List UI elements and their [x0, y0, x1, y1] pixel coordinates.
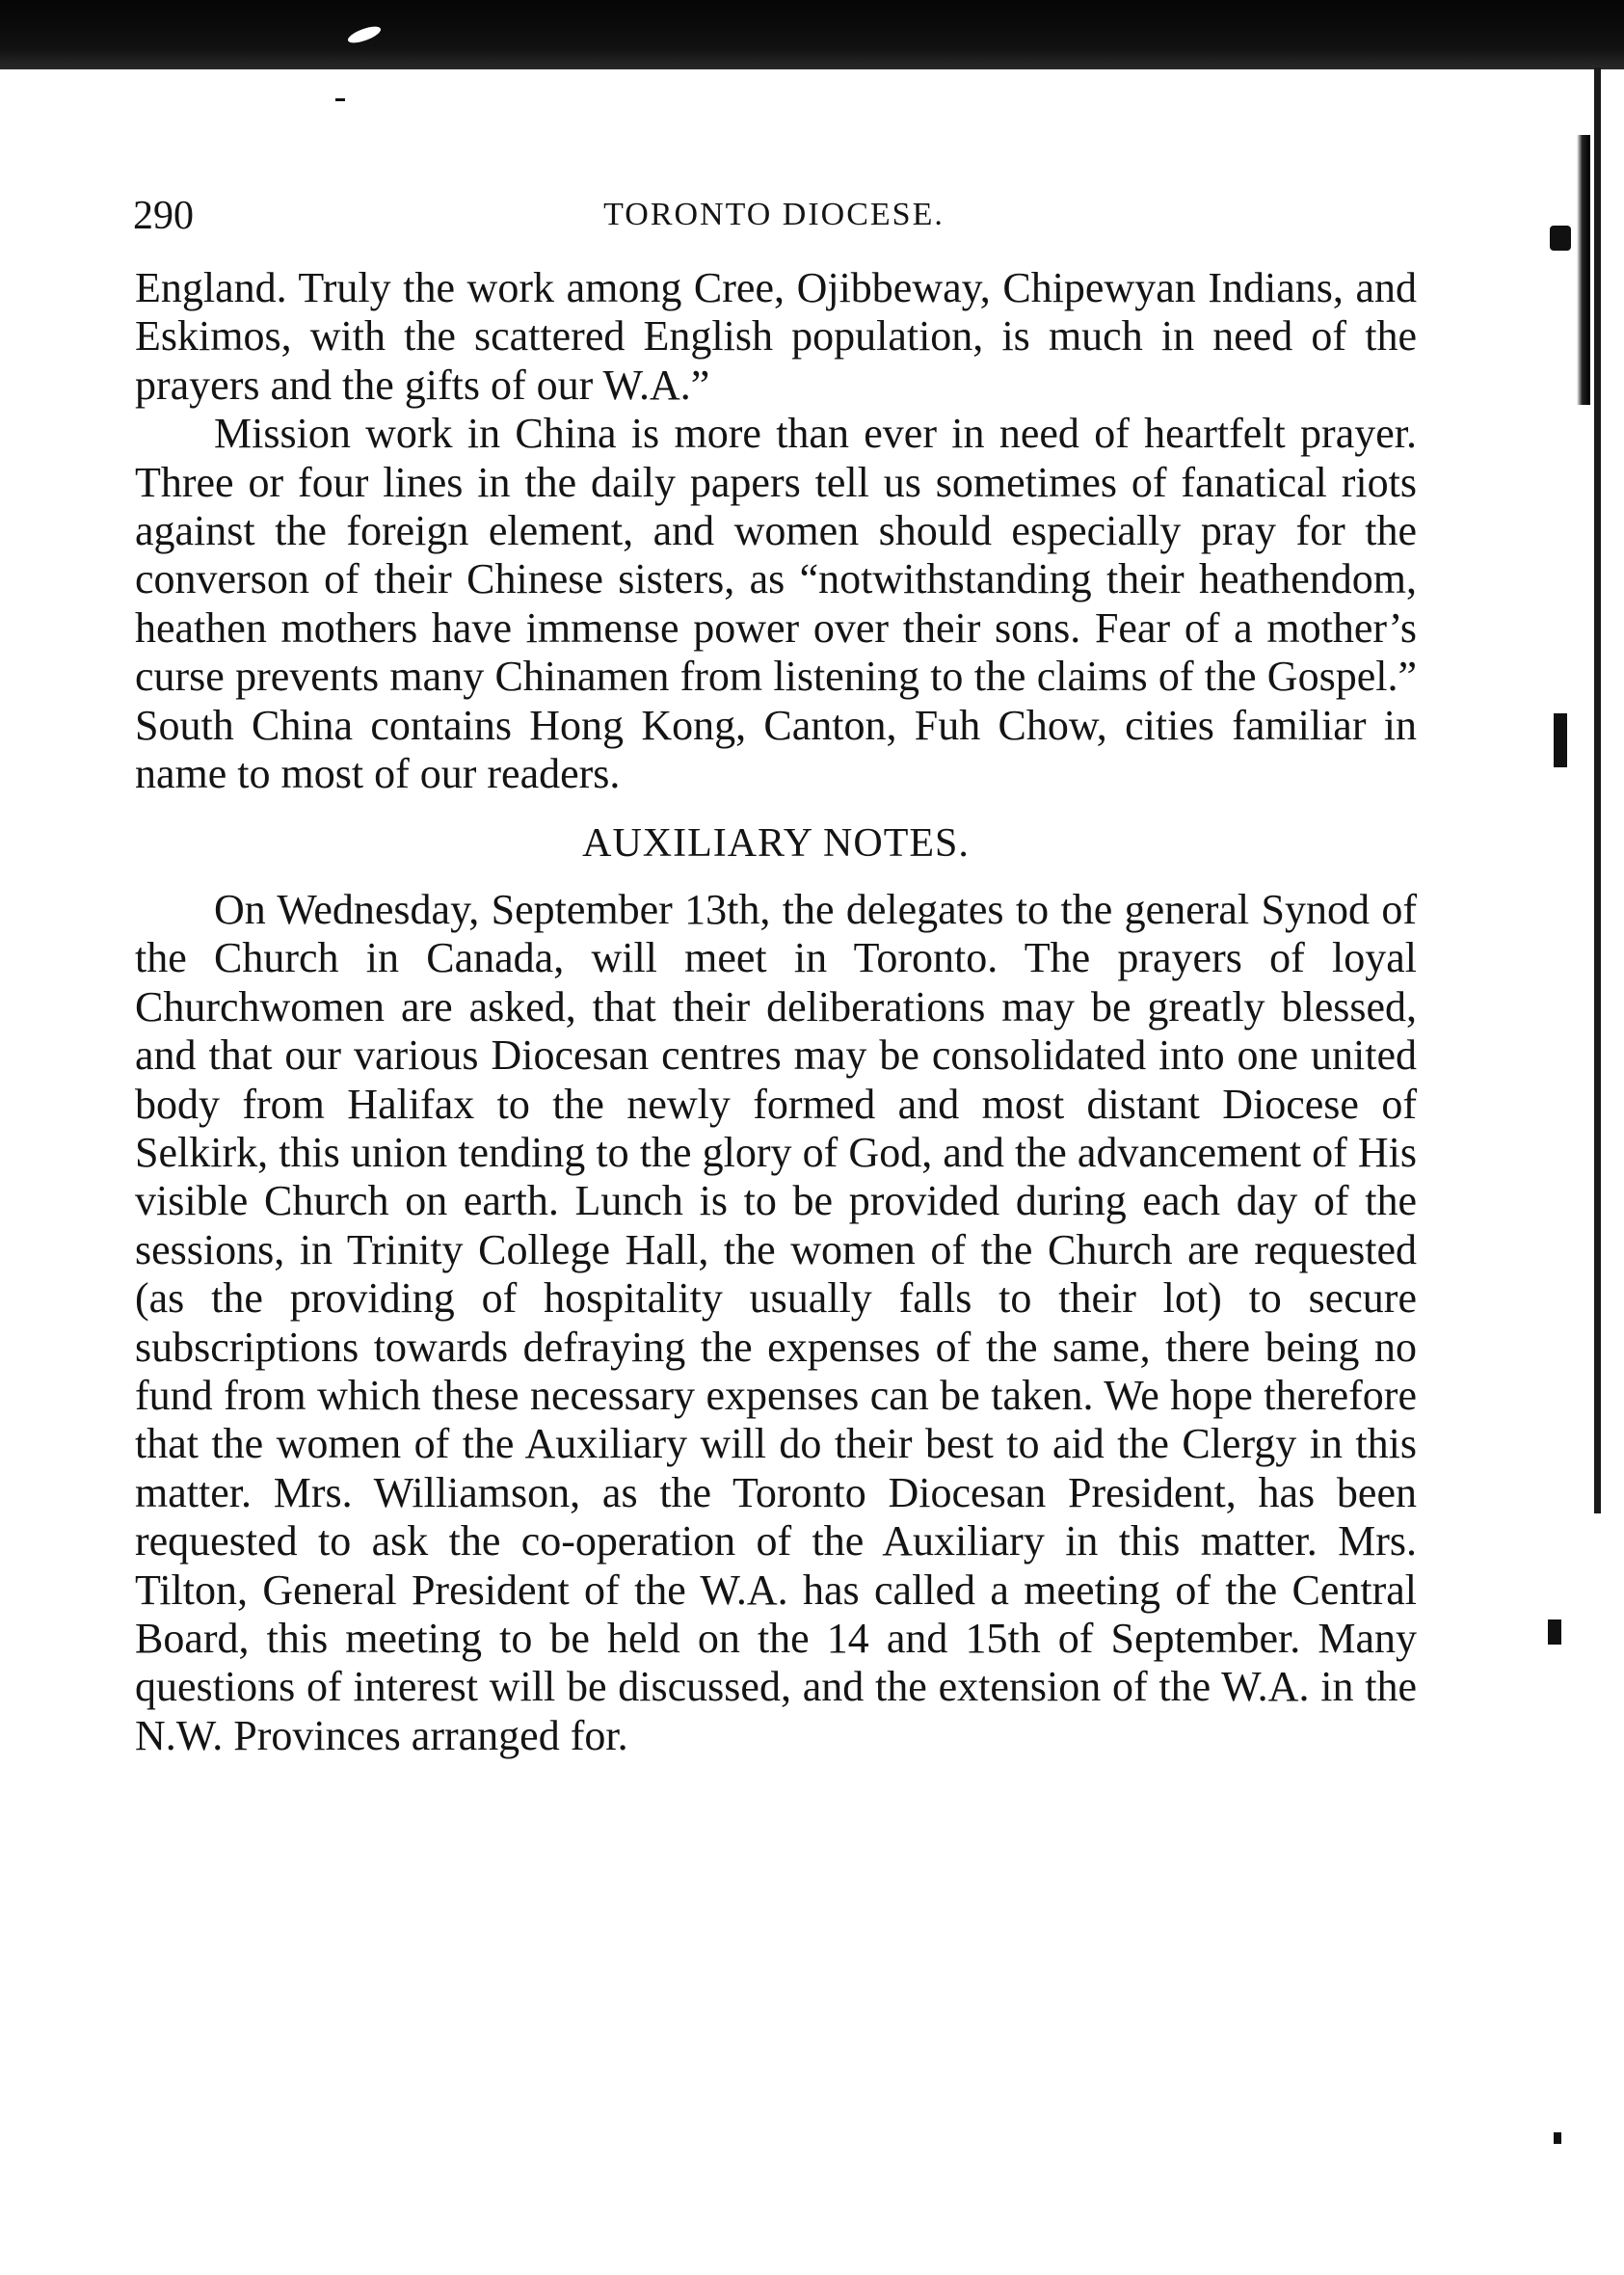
- running-title: TORONTO DIOCESE.: [603, 197, 945, 232]
- scan-speck: [1554, 713, 1567, 767]
- body-text: [135, 264, 1417, 1760]
- scan-speck: [335, 98, 345, 101]
- scan-border-top: [0, 0, 1624, 69]
- page-number: 290: [133, 194, 194, 238]
- section-heading: AUXILIARY NOTES.: [582, 821, 970, 867]
- paragraph-auxiliary-notes: On Wednesday, September 13th, the delegates to the general Synod of the Church in Canada, will meet in Toronto. The prayers of loyal Churchwomen are asked, that their deliberations may be greatly blessed, and that our various Diocesan centres may be consolidated into one united body from Halifax to the newly formed and most distant Diocese of Selkirk, this union tending to the glory of God, and the advancement of His visible Church on earth. Lunch is to be provided during each day of the sessions, in Trinity College Hall, the women of the Church are requested (as the providing of hospitality usually falls to their lot) to secure subscriptions towards defraying the expenses of the same, there being no fund from which these necessary expenses can be taken. We hope therefore that the women of the Auxiliary will do their best to aid the Clergy in this matter. Mrs. Williamson, as the Toronto Diocesan President, has been requested to ask the co-operation of the Auxiliary in this matter. Mrs. Tilton, General President of the W.A. has called a meeting of the Central Board, this meeting to be held on the 14 and 15th of September. Many questions of interest will be discussed, and the extension of the W.A. in the N.W. Provinces arranged for.: [135, 885, 1417, 1759]
- running-head: [133, 193, 1415, 243]
- scan-speck: [1548, 1619, 1561, 1645]
- paragraph-china-mission: Mission work in China is more than ever in need of heartfelt prayer. Three or four lines in the daily papers tell us sometimes of fanatical riots against the foreign element, and women should especially pray for the converson of their Chinese sisters, as “notwithstanding their heathendom, heathen mothers have immense power over their sons. Fear of a mother’s curse prevents many Chinamen from listening to the claims of the Gospel.” South China contains Hong Kong, Canton, Fuh Chow, cities familiar in name to most of our readers.: [135, 410, 1417, 798]
- scan-speck: [1550, 226, 1571, 251]
- paragraph-continued: England. Truly the work among Cree, Ojibbeway, Chipewyan Indians, and Eskimos, with the scattered English population, is much in need of the prayers and the gifts of our W.A.”: [135, 264, 1417, 409]
- scan-border-right: [1594, 67, 1601, 1513]
- scan-speck: [1554, 2132, 1561, 2144]
- scan-shadow-right: [1577, 135, 1590, 405]
